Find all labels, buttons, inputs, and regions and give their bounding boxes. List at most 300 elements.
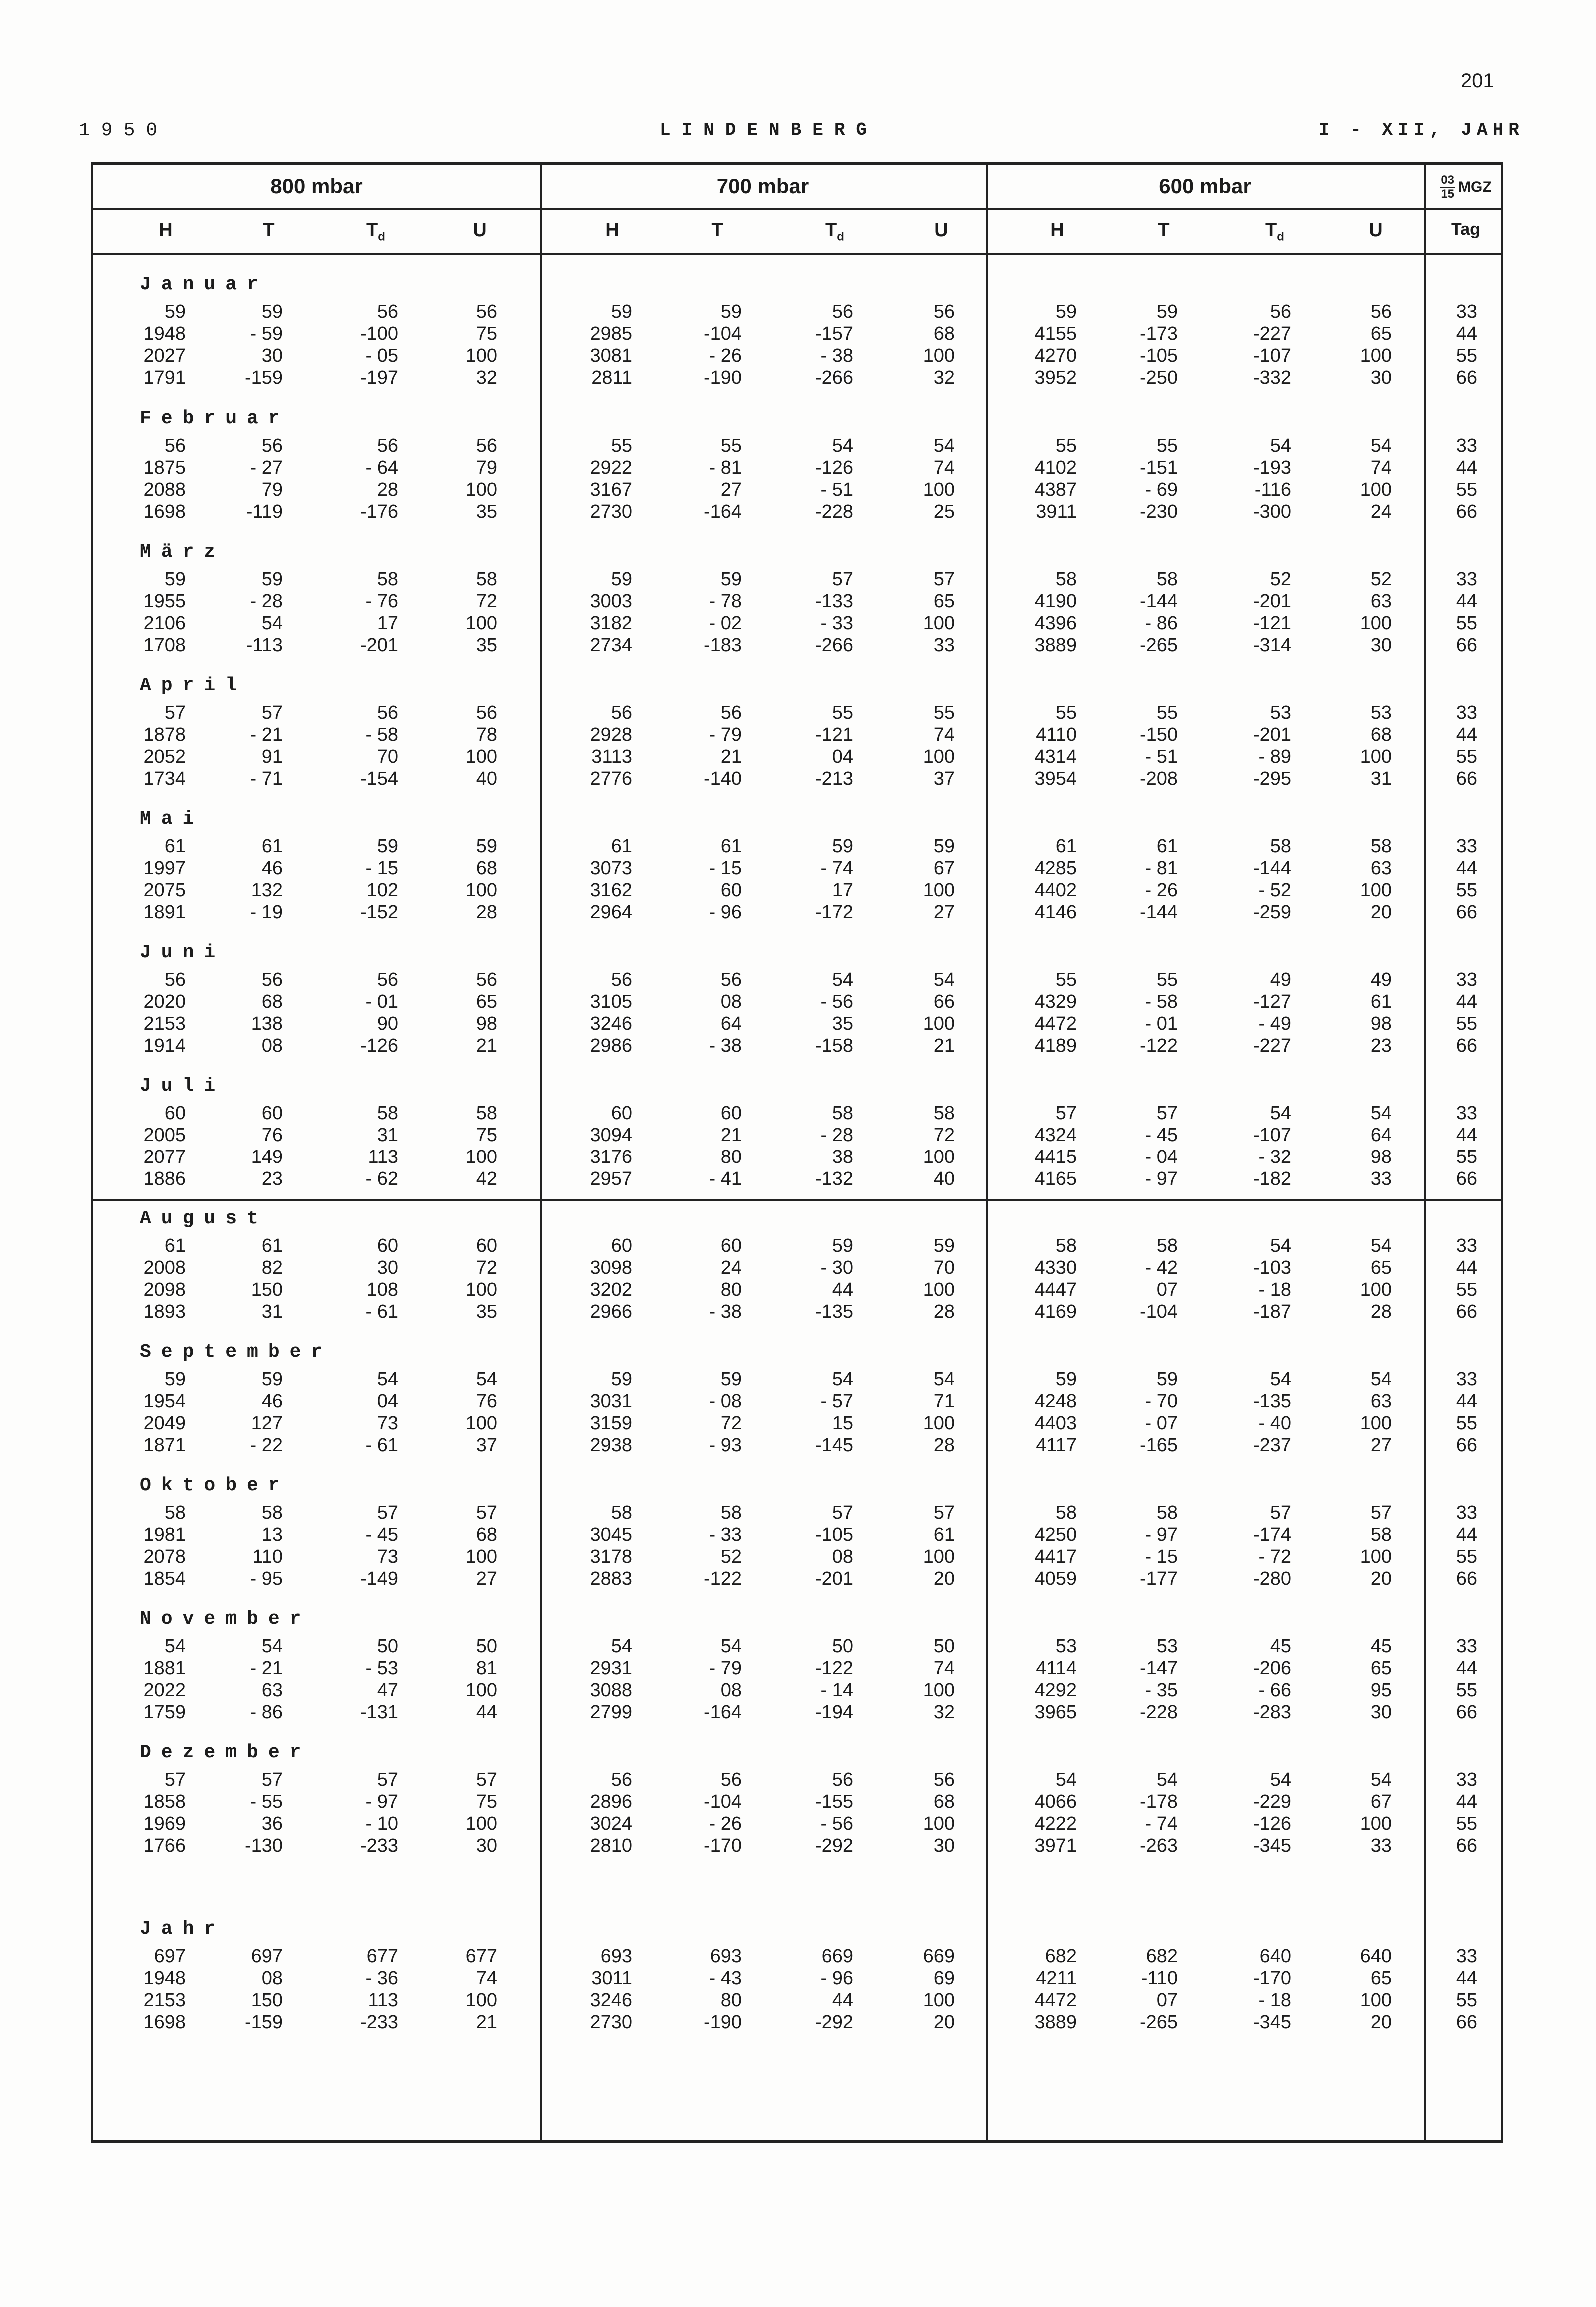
- month-name: September: [140, 1341, 333, 1363]
- cell-tag: 66: [1456, 1435, 1477, 1456]
- cell-td-600: -237: [1253, 1435, 1291, 1456]
- cell-u-800: 21: [476, 2012, 497, 2033]
- cell-u-700: 74: [933, 457, 955, 478]
- cell-h-600: 3965: [1034, 1702, 1077, 1723]
- cell-u-600: 31: [1370, 768, 1392, 789]
- cell-tag: 44: [1456, 1658, 1477, 1679]
- cell-h-800: 2049: [143, 1413, 186, 1434]
- cell-h-800: 59: [164, 301, 186, 322]
- cell-td-800: -152: [360, 902, 398, 923]
- cell-tag: 55: [1456, 1147, 1477, 1167]
- cell-u-700: 71: [933, 1391, 955, 1412]
- cell-u-800: 35: [476, 635, 497, 656]
- cell-td-600: -135: [1253, 1391, 1291, 1412]
- cell-td-700: - 74: [820, 858, 853, 879]
- cell-t-800: 697: [251, 1946, 283, 1967]
- cell-td-700: - 56: [820, 1813, 853, 1834]
- cell-td-700: -172: [815, 902, 853, 923]
- cell-t-800: 13: [261, 1524, 283, 1545]
- cell-td-600: - 72: [1258, 1546, 1291, 1567]
- cell-t-600: -122: [1139, 1035, 1178, 1056]
- cell-u-800: 79: [476, 457, 497, 478]
- cell-tag: 33: [1456, 1636, 1477, 1657]
- cell-h-600: 4324: [1034, 1125, 1077, 1146]
- cell-h-600: 4114: [1036, 1658, 1077, 1679]
- cell-u-600: 63: [1370, 858, 1392, 879]
- cell-h-700: 3178: [590, 1546, 632, 1567]
- cell-u-600: 100: [1360, 880, 1392, 901]
- cell-td-600: 45: [1270, 1636, 1291, 1657]
- cell-t-600: - 69: [1145, 479, 1178, 500]
- cell-u-700: 27: [933, 902, 955, 923]
- cell-u-600: 54: [1370, 1769, 1392, 1790]
- cell-u-700: 72: [933, 1125, 955, 1146]
- cell-t-600: -265: [1139, 2012, 1178, 2033]
- cell-u-700: 100: [923, 345, 955, 366]
- cell-h-600: 3971: [1034, 1835, 1077, 1856]
- cell-u-700: 59: [933, 1235, 955, 1256]
- cell-u-800: 35: [476, 1301, 497, 1322]
- cell-t-600: -151: [1139, 457, 1178, 478]
- cell-t-800: 23: [261, 1168, 283, 1189]
- cell-h-700: 2964: [590, 902, 632, 923]
- cell-t-800: 61: [261, 1235, 283, 1256]
- cell-u-800: 50: [476, 1636, 497, 1657]
- cell-h-600: 54: [1055, 1769, 1077, 1790]
- cell-u-600: 58: [1370, 1524, 1392, 1545]
- cell-u-800: 56: [476, 301, 497, 322]
- cell-u-600: 49: [1370, 969, 1392, 990]
- cell-u-700: 56: [933, 1769, 955, 1790]
- cell-h-700: 60: [611, 1103, 632, 1124]
- cell-u-700: 100: [923, 1413, 955, 1434]
- cell-h-800: 1914: [143, 1035, 186, 1056]
- cell-u-800: 32: [476, 367, 497, 388]
- cell-t-600: - 86: [1145, 613, 1178, 634]
- cell-h-600: 4110: [1036, 724, 1077, 745]
- cell-u-600: 65: [1370, 1968, 1392, 1989]
- cell-t-800: - 55: [250, 1791, 283, 1812]
- cell-h-700: 3162: [590, 880, 632, 901]
- cell-td-600: -201: [1253, 591, 1291, 612]
- col-t-800: T: [263, 220, 275, 241]
- cell-u-800: 28: [476, 902, 497, 923]
- cell-u-700: 100: [923, 1147, 955, 1167]
- cell-tag: 33: [1456, 435, 1477, 456]
- cell-td-700: 54: [832, 435, 853, 456]
- cell-td-700: -266: [815, 367, 853, 388]
- cell-t-600: - 74: [1145, 1813, 1178, 1834]
- cell-td-800: 56: [377, 435, 398, 456]
- cell-h-800: 61: [164, 836, 186, 857]
- cell-u-800: 57: [476, 1502, 497, 1523]
- cell-td-700: 17: [832, 880, 853, 901]
- cell-u-600: 30: [1370, 1702, 1392, 1723]
- cell-td-600: -126: [1253, 1813, 1291, 1834]
- cell-t-800: 57: [261, 702, 283, 723]
- cell-td-700: 59: [832, 836, 853, 857]
- cell-h-800: 56: [164, 969, 186, 990]
- cell-u-800: 100: [465, 345, 497, 366]
- cell-t-700: 56: [720, 702, 742, 723]
- cell-td-600: 640: [1259, 1946, 1291, 1967]
- cell-h-700: 54: [611, 1636, 632, 1657]
- cell-h-800: 1891: [143, 902, 186, 923]
- cell-u-800: 58: [476, 569, 497, 590]
- cell-t-700: 52: [720, 1546, 742, 1567]
- cell-u-600: 100: [1360, 1990, 1392, 2011]
- cell-t-700: -190: [703, 367, 742, 388]
- cell-td-800: - 01: [365, 991, 398, 1012]
- cell-td-800: -126: [360, 1035, 398, 1056]
- cell-t-800: 132: [251, 880, 283, 901]
- cell-t-600: -150: [1139, 724, 1178, 745]
- cell-h-600: 4329: [1034, 991, 1077, 1012]
- cell-h-600: 4248: [1034, 1391, 1077, 1412]
- cell-t-800: 59: [261, 1369, 283, 1390]
- cell-u-700: 37: [933, 768, 955, 789]
- cell-u-800: 75: [476, 323, 497, 344]
- cell-td-700: - 28: [820, 1125, 853, 1146]
- cell-tag: 33: [1456, 569, 1477, 590]
- cell-h-800: 2005: [143, 1125, 186, 1146]
- cell-h-800: 1948: [143, 323, 186, 344]
- cell-h-700: 3246: [590, 1990, 632, 2011]
- cell-td-600: 54: [1270, 435, 1291, 456]
- cell-u-700: 21: [933, 1035, 955, 1056]
- cell-t-600: - 26: [1145, 880, 1178, 901]
- cell-td-600: -193: [1253, 457, 1291, 478]
- cell-h-800: 2008: [143, 1257, 186, 1278]
- cell-u-700: 56: [933, 301, 955, 322]
- cell-h-600: 4292: [1034, 1680, 1077, 1701]
- month-name: August: [140, 1208, 268, 1229]
- cell-u-700: 57: [933, 569, 955, 590]
- cell-h-700: 2931: [590, 1658, 632, 1679]
- cell-t-600: - 81: [1145, 858, 1178, 879]
- cell-td-600: - 18: [1258, 1990, 1291, 2011]
- cell-h-800: 1759: [143, 1702, 186, 1723]
- cell-u-700: 20: [933, 2012, 955, 2033]
- cell-td-800: 58: [377, 569, 398, 590]
- cell-u-800: 40: [476, 768, 497, 789]
- cell-u-800: 75: [476, 1791, 497, 1812]
- cell-h-800: 2075: [143, 880, 186, 901]
- cell-td-800: 57: [377, 1769, 398, 1790]
- cell-u-800: 30: [476, 1835, 497, 1856]
- cell-td-600: 58: [1270, 836, 1291, 857]
- cell-t-800: 46: [261, 858, 283, 879]
- cell-h-600: 4396: [1034, 613, 1077, 634]
- cell-t-800: 59: [261, 569, 283, 590]
- cell-h-800: 697: [154, 1946, 186, 1967]
- cell-h-600: 57: [1055, 1103, 1077, 1124]
- cell-h-700: 2985: [590, 323, 632, 344]
- cell-u-800: 27: [476, 1568, 497, 1589]
- cell-h-700: 3182: [590, 613, 632, 634]
- cell-h-600: 3952: [1034, 367, 1077, 388]
- cell-tag: 55: [1456, 1413, 1477, 1434]
- cell-h-800: 1698: [143, 501, 186, 522]
- cell-u-700: 28: [933, 1301, 955, 1322]
- cell-td-800: 47: [377, 1680, 398, 1701]
- cell-td-600: -259: [1253, 902, 1291, 923]
- cell-td-800: - 97: [365, 1791, 398, 1812]
- cell-h-600: 58: [1055, 1502, 1077, 1523]
- cell-h-800: 1893: [143, 1301, 186, 1322]
- cell-t-700: - 93: [709, 1435, 742, 1456]
- cell-td-700: 15: [832, 1413, 853, 1434]
- cell-h-800: 1791: [143, 367, 186, 388]
- cell-h-600: 4059: [1034, 1568, 1077, 1589]
- cell-tag: 44: [1456, 591, 1477, 612]
- cell-td-700: -194: [815, 1702, 853, 1723]
- cell-t-800: - 22: [250, 1435, 283, 1456]
- cell-h-600: 4250: [1034, 1524, 1077, 1545]
- cell-td-800: - 53: [365, 1658, 398, 1679]
- cell-t-600: 55: [1156, 702, 1178, 723]
- cell-t-800: 61: [261, 836, 283, 857]
- cell-tag: 55: [1456, 1546, 1477, 1567]
- cell-h-600: 4285: [1034, 858, 1077, 879]
- cell-t-700: -104: [703, 323, 742, 344]
- cell-tag: 33: [1456, 836, 1477, 857]
- col-t-700: T: [711, 220, 723, 241]
- cell-td-800: - 05: [365, 345, 398, 366]
- cell-u-700: 54: [933, 1369, 955, 1390]
- cell-u-800: 59: [476, 836, 497, 857]
- cell-td-700: - 57: [820, 1391, 853, 1412]
- cell-h-800: 2153: [143, 1990, 186, 2011]
- cell-tag: 66: [1456, 501, 1477, 522]
- cell-t-600: 61: [1156, 836, 1178, 857]
- cell-t-800: -159: [244, 367, 283, 388]
- cell-u-600: 61: [1370, 991, 1392, 1012]
- cell-td-700: - 30: [820, 1257, 853, 1278]
- cell-u-600: 68: [1370, 724, 1392, 745]
- cell-tag: 44: [1456, 457, 1477, 478]
- cell-h-700: 3176: [590, 1147, 632, 1167]
- cell-h-600: 4314: [1034, 746, 1077, 767]
- cell-t-800: 60: [261, 1103, 283, 1124]
- cell-t-700: 56: [720, 1769, 742, 1790]
- month-name: Mai: [140, 808, 204, 830]
- cell-t-600: -147: [1139, 1658, 1178, 1679]
- cell-h-800: 2020: [143, 991, 186, 1012]
- cell-tag: 33: [1456, 1235, 1477, 1256]
- cell-h-600: 55: [1055, 435, 1077, 456]
- cell-t-600: 59: [1156, 1369, 1178, 1390]
- cell-td-600: -314: [1253, 635, 1291, 656]
- cell-td-800: - 36: [365, 1968, 398, 1989]
- cell-t-800: 57: [261, 1769, 283, 1790]
- cell-h-800: 2052: [143, 746, 186, 767]
- cell-td-600: -182: [1253, 1168, 1291, 1189]
- cell-t-700: -104: [703, 1791, 742, 1812]
- cell-h-600: 4102: [1034, 457, 1077, 478]
- cell-td-700: 55: [832, 702, 853, 723]
- cell-td-700: 54: [832, 1369, 853, 1390]
- cell-h-800: 61: [164, 1235, 186, 1256]
- cell-td-800: 108: [366, 1279, 398, 1300]
- cell-u-700: 66: [933, 991, 955, 1012]
- cell-tag: 55: [1456, 1990, 1477, 2011]
- cell-td-700: - 38: [820, 345, 853, 366]
- cell-tag: 55: [1456, 345, 1477, 366]
- col-u-800: U: [473, 220, 487, 241]
- cell-td-600: 52: [1270, 569, 1291, 590]
- cell-td-700: -228: [815, 501, 853, 522]
- cell-h-700: 2922: [590, 457, 632, 478]
- cell-t-600: 58: [1156, 1235, 1178, 1256]
- cell-h-800: 1981: [143, 1524, 186, 1545]
- cell-tag: 55: [1456, 1680, 1477, 1701]
- cell-t-700: 61: [720, 836, 742, 857]
- cell-h-600: 4169: [1034, 1301, 1077, 1322]
- cell-h-700: 2957: [590, 1168, 632, 1189]
- cell-h-700: 3105: [590, 991, 632, 1012]
- cell-h-800: 1997: [143, 858, 186, 879]
- cell-td-600: - 18: [1258, 1279, 1291, 1300]
- cell-u-600: 54: [1370, 435, 1392, 456]
- cell-u-800: 100: [465, 1279, 497, 1300]
- cell-td-700: - 56: [820, 991, 853, 1012]
- cell-td-700: 44: [832, 1279, 853, 1300]
- header-rule-2: [93, 253, 1501, 255]
- cell-u-800: 100: [465, 1413, 497, 1434]
- cell-td-800: -197: [360, 367, 398, 388]
- header-station: LINDENBERG: [660, 120, 878, 140]
- cell-t-700: - 15: [709, 858, 742, 879]
- cell-h-600: 3889: [1034, 635, 1077, 656]
- header-year: 1950: [79, 120, 169, 141]
- cell-h-700: 3003: [590, 591, 632, 612]
- cell-t-700: 60: [720, 1235, 742, 1256]
- cell-td-600: 54: [1270, 1769, 1291, 1790]
- cell-u-600: 33: [1370, 1168, 1392, 1189]
- cell-td-600: 54: [1270, 1103, 1291, 1124]
- cell-td-600: -174: [1253, 1524, 1291, 1545]
- cell-t-600: -228: [1139, 1702, 1178, 1723]
- cell-u-600: 23: [1370, 1035, 1392, 1056]
- cell-td-800: -100: [360, 323, 398, 344]
- cell-u-800: 81: [476, 1658, 497, 1679]
- cell-tag: 33: [1456, 1769, 1477, 1790]
- cell-td-800: 58: [377, 1103, 398, 1124]
- cell-td-600: -116: [1254, 479, 1291, 500]
- cell-h-700: 3202: [590, 1279, 632, 1300]
- cell-u-600: 95: [1370, 1680, 1392, 1701]
- cell-t-600: -104: [1139, 1301, 1178, 1322]
- cell-t-600: - 97: [1145, 1524, 1178, 1545]
- cell-h-800: 1698: [143, 2012, 186, 2033]
- cell-t-800: 150: [251, 1990, 283, 2011]
- cell-h-800: 57: [164, 1769, 186, 1790]
- cell-h-800: 2153: [143, 1013, 186, 1034]
- cell-u-600: 58: [1370, 836, 1392, 857]
- cell-tag: 66: [1456, 1035, 1477, 1056]
- cell-td-800: 677: [366, 1946, 398, 1967]
- col-h-800: H: [159, 220, 173, 241]
- cell-u-700: 30: [933, 1835, 955, 1856]
- cell-t-700: - 33: [709, 1524, 742, 1545]
- cell-td-800: - 62: [365, 1168, 398, 1189]
- cell-t-800: 63: [261, 1680, 283, 1701]
- cell-t-700: 64: [720, 1013, 742, 1034]
- cell-t-600: - 97: [1145, 1168, 1178, 1189]
- cell-h-600: 59: [1055, 1369, 1077, 1390]
- cell-td-800: 54: [377, 1369, 398, 1390]
- cell-u-600: 54: [1370, 1235, 1392, 1256]
- col-t-600: T: [1158, 220, 1170, 241]
- cell-tag: 44: [1456, 1968, 1477, 1989]
- cell-t-800: - 21: [250, 1658, 283, 1679]
- cell-td-600: -283: [1253, 1702, 1291, 1723]
- cell-td-700: 44: [832, 1990, 853, 2011]
- cell-t-700: - 78: [709, 591, 742, 612]
- col-tag: Tag: [1451, 220, 1480, 239]
- cell-h-600: 4146: [1034, 902, 1077, 923]
- cell-t-600: - 35: [1145, 1680, 1178, 1701]
- cell-td-800: - 76: [365, 591, 398, 612]
- cell-td-600: -227: [1253, 323, 1291, 344]
- cell-u-600: 640: [1360, 1946, 1392, 1967]
- cell-td-600: 56: [1270, 301, 1291, 322]
- cell-td-800: - 58: [365, 724, 398, 745]
- cell-u-800: 78: [476, 724, 497, 745]
- cell-t-700: -164: [703, 501, 742, 522]
- cell-tag: 44: [1456, 858, 1477, 879]
- cell-u-600: 65: [1370, 1257, 1392, 1278]
- cell-u-800: 100: [465, 479, 497, 500]
- cell-u-700: 25: [933, 501, 955, 522]
- page-number: 201: [1461, 70, 1494, 92]
- cell-h-600: 4415: [1034, 1147, 1077, 1167]
- cell-h-700: 3159: [590, 1413, 632, 1434]
- cell-tag: 66: [1456, 1702, 1477, 1723]
- month-name: Januar: [140, 274, 268, 295]
- cell-td-600: - 40: [1258, 1413, 1291, 1434]
- cell-u-800: 58: [476, 1103, 497, 1124]
- cell-u-700: 40: [933, 1168, 955, 1189]
- cell-h-600: 4155: [1034, 323, 1077, 344]
- cell-td-700: 38: [832, 1147, 853, 1167]
- cell-h-700: 3045: [590, 1524, 632, 1545]
- cell-u-700: 58: [933, 1103, 955, 1124]
- cell-h-600: 3889: [1034, 2012, 1077, 2033]
- col-u-700: U: [934, 220, 948, 241]
- cell-u-800: 37: [476, 1435, 497, 1456]
- cell-t-800: 149: [251, 1147, 283, 1167]
- cell-h-600: 4222: [1034, 1813, 1077, 1834]
- cell-td-800: 50: [377, 1636, 398, 1657]
- cell-u-600: 65: [1370, 323, 1392, 344]
- cell-t-600: - 51: [1145, 746, 1178, 767]
- cell-u-800: 72: [476, 591, 497, 612]
- cell-u-600: 100: [1360, 345, 1392, 366]
- cell-td-700: -158: [815, 1035, 853, 1056]
- cell-u-800: 72: [476, 1257, 497, 1278]
- cell-u-800: 100: [465, 1680, 497, 1701]
- cell-t-800: 79: [261, 479, 283, 500]
- cell-u-600: 100: [1360, 746, 1392, 767]
- cell-h-600: 53: [1055, 1636, 1077, 1657]
- cell-td-700: 57: [832, 1502, 853, 1523]
- cell-t-800: 31: [261, 1301, 283, 1322]
- cell-u-700: 32: [933, 1702, 955, 1723]
- cell-tag: 44: [1456, 1524, 1477, 1545]
- cell-t-600: -250: [1139, 367, 1178, 388]
